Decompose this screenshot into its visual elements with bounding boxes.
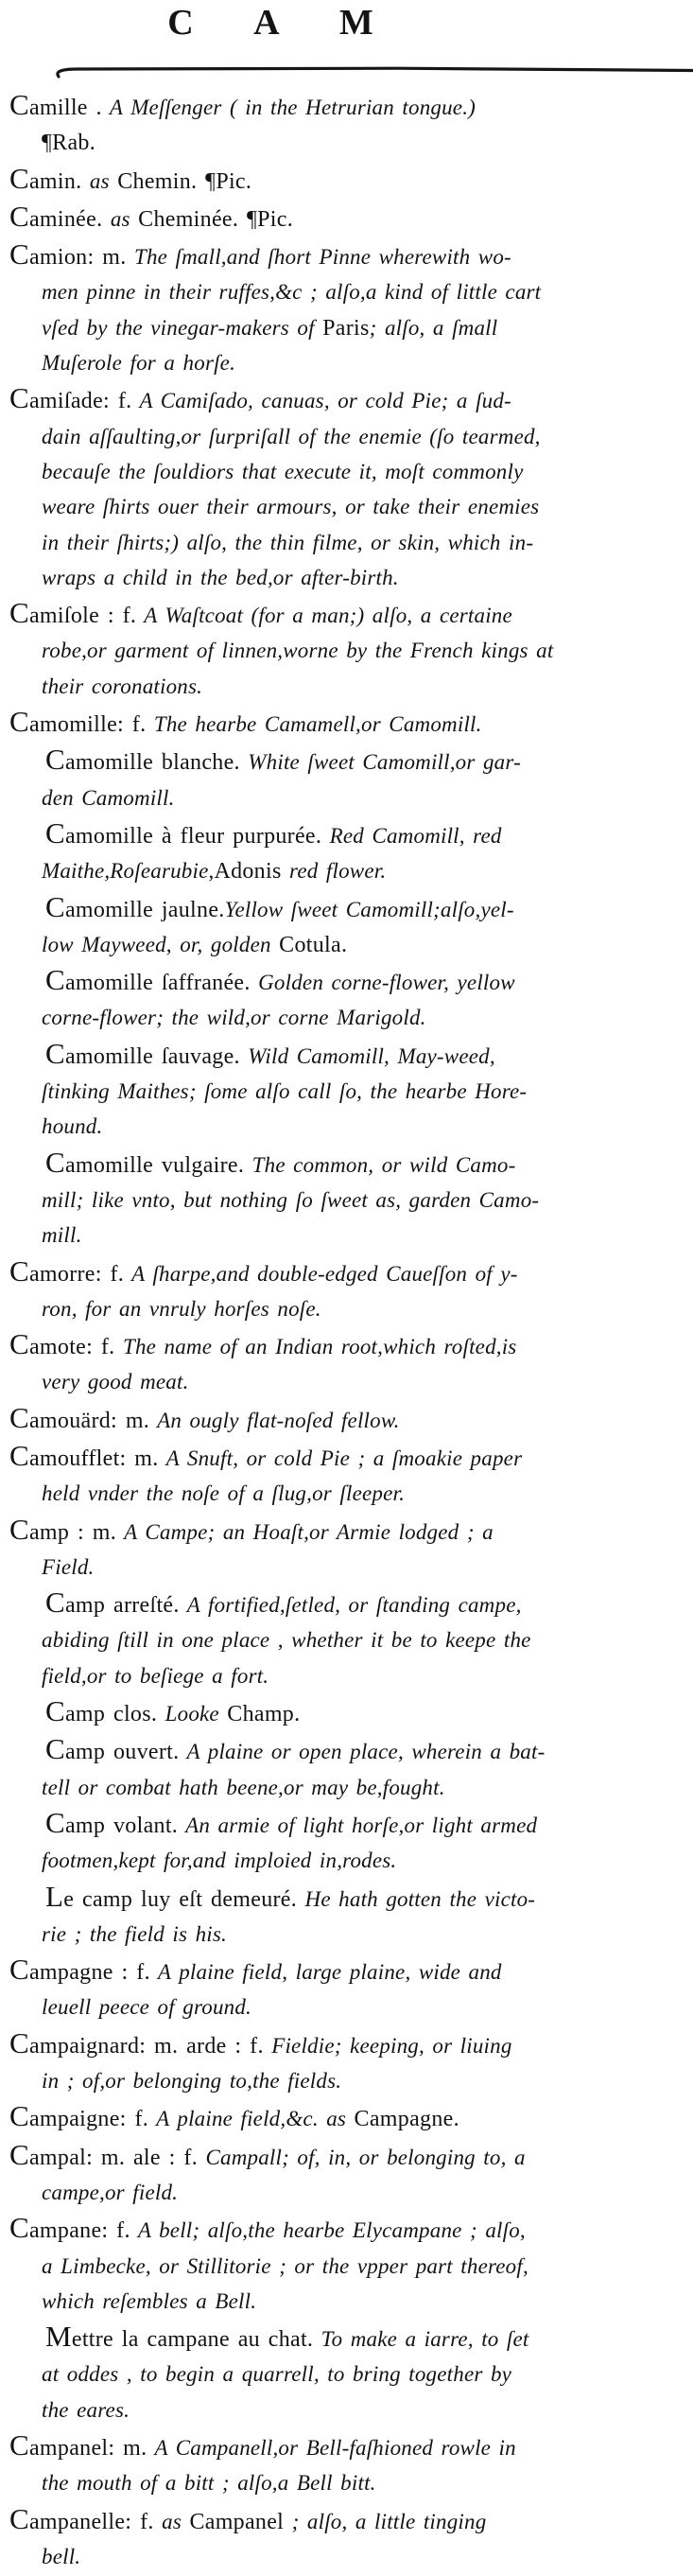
text-line (9, 1695, 690, 1733)
text-line (9, 562, 690, 597)
definition-text: A Campe; an Hoaſt,or Armie lodged ; a (116, 1519, 494, 1544)
definition-text: Golden corne-flower, yellow (250, 971, 515, 995)
headword-text: Camomille jaulne. (45, 889, 225, 923)
dictionary-entry (9, 1881, 690, 1954)
text-line (9, 1402, 690, 1440)
dictionary-entry (9, 744, 690, 817)
definition-text: Muſerole for a horſe. (42, 351, 236, 376)
definition-text: their coronations. (42, 674, 203, 698)
definition-text: robe,or garment of linnen,worne by the French kings at (42, 639, 554, 663)
headword-text: Camoufflet: m. (9, 1438, 159, 1472)
definition-text: A plaine field, large plaine, wide and (149, 1960, 502, 1985)
definition-text: Campall; of, in, or belonging to, a (198, 2145, 526, 2169)
headword-text: Camomille ſaffranée. (45, 963, 251, 997)
roman-text: Cotula. (279, 932, 348, 957)
text-line (9, 1514, 690, 1551)
headword-text: Camp ouvert. (45, 1732, 180, 1766)
text-line (9, 201, 690, 238)
text-line (9, 1293, 690, 1328)
roman-text: Adonis (214, 859, 282, 885)
definition-text: footmen,kept for,and imploied in,rodes. (42, 1849, 397, 1873)
dictionary-entry (9, 1695, 690, 1733)
definition-text: men pinne in their ruffes,&c ; alſo,a kind of little cart (42, 280, 542, 305)
definition-text: den Camomill. (42, 785, 175, 810)
definition-text: hound. (42, 1114, 103, 1139)
definition-text: mill. (42, 1223, 82, 1248)
definition-text: rie ; the field is his. (42, 1921, 227, 1946)
header-rule (0, 64, 693, 81)
definition-text: corne-flower; the wild,or corne Marigold. (42, 1006, 426, 1030)
dictionary-entries (9, 89, 690, 2576)
text-line (9, 2139, 690, 2177)
text-line (9, 1002, 690, 1037)
headword-text: Caminée. (9, 199, 103, 233)
definition-text: in their ſhirts;) alſo, the thin filme, or skin, which in- (42, 530, 534, 554)
text-line (9, 2177, 690, 2212)
definition-text: red flower. (281, 859, 387, 884)
text-line (9, 382, 690, 420)
headword-text: Campal: m. ale : f. (9, 2137, 198, 2171)
text-line (9, 127, 690, 162)
text-line (9, 1624, 690, 1659)
definition-text: A bell; alſo,the hearbe Elycampane ; alſo, (130, 2218, 526, 2243)
definition-text: Yellow ſweet Camomill;alſo,yel- (224, 897, 514, 921)
definition-text: A Campanell,or Bell-faſhioned rowle in (147, 2436, 516, 2460)
headword-text: Camion: m. (9, 237, 127, 272)
dictionary-entry (9, 89, 690, 163)
dictionary-entry (9, 597, 690, 706)
headword-text: Camouärd: m. (9, 1400, 150, 1434)
text-line (9, 1551, 690, 1586)
dictionary-entry (9, 382, 690, 597)
roman-text: Campanel (189, 2509, 285, 2534)
text-line (9, 1807, 690, 1845)
text-line (9, 2027, 690, 2065)
text-line (9, 2503, 690, 2541)
definition-text: Fieldie; keeping, or liuing (263, 2033, 512, 2058)
text-line (9, 671, 690, 706)
headword-text: Camille . (9, 88, 102, 121)
text-line (9, 635, 690, 670)
headword-text: Camomille ſauvage. (45, 1036, 240, 1070)
dictionary-entry (9, 2503, 690, 2576)
definition-text: field,or to beſiege a fort. (42, 1663, 269, 1688)
text-line (9, 1366, 690, 1401)
definition-text: as (153, 2509, 190, 2533)
definition-text: as (81, 168, 118, 193)
text-line (9, 2286, 690, 2321)
text-line (9, 891, 690, 929)
headword-text: Camp arreſté. (45, 1586, 180, 1620)
definition-text: A Meſſenger ( in the Hetrurian tongue.) (101, 96, 476, 119)
text-line (9, 1147, 690, 1184)
text-line (9, 2541, 690, 2576)
text-line (9, 2358, 690, 2393)
dictionary-entry (9, 1733, 690, 1807)
dictionary-entry (9, 1147, 690, 1255)
dictionary-entry (9, 1440, 690, 1514)
text-line (9, 1772, 690, 1807)
text-line (9, 2429, 690, 2467)
definition-text: The hearbe Camamell,or Camomill. (146, 712, 482, 737)
definition-text: White ſweet Camomill,or gar- (239, 750, 521, 775)
dictionary-entry (9, 2321, 690, 2429)
definition-text: A plaine or open place, wherein a bat- (179, 1740, 546, 1764)
text-line (9, 1845, 690, 1880)
text-line (9, 163, 690, 201)
dictionary-entry (9, 2100, 690, 2138)
definition-text: campe,or field. (42, 2180, 179, 2204)
headword-text: Camote: f. (9, 1327, 115, 1361)
headword-text: Campaigne: f. (9, 2099, 149, 2133)
definition-text: becauſe the ſouldiors that execute it, moſt commonly (42, 459, 524, 483)
roman-text: Chemin. ¶Pic. (117, 168, 252, 194)
definition-text: An ougly flat-noſed fellow. (149, 1408, 400, 1432)
headword-text: Camomille blanche. (45, 743, 240, 777)
definition-text: ſtinking Maithes; ſome alſo call ſo, the hearbe Hore- (42, 1079, 528, 1104)
definition-text: dain aſſaulting,or ſurpriſall of the enemie (ſo tearmed, (42, 424, 541, 448)
roman-text: Campagne. (354, 2107, 459, 2132)
headword-text: Campaignard: m. arde : f. (9, 2025, 264, 2059)
text-line (9, 1184, 690, 1219)
definition-text: leuell peece of ground. (42, 1995, 252, 2020)
definition-text: vſed by the vinegar-makers of (42, 315, 323, 340)
headword-text: Mettre la campane au chat. (45, 2320, 314, 2354)
text-line (9, 276, 690, 311)
definition-text: A Snuft, or cold Pie ; a ſmoakie paper (158, 1446, 523, 1470)
definition-text: Red Camomill, red (321, 823, 502, 848)
dictionary-entry (9, 1807, 690, 1881)
definition-text: He hath gotten the victo- (297, 1886, 536, 1911)
definition-text: Looke (157, 1702, 228, 1726)
text-line (9, 1586, 690, 1624)
headword-text: Le camp luy eſt demeuré. (45, 1879, 298, 1913)
headword-text: Camp volant. (45, 1805, 179, 1839)
dictionary-entry (9, 1402, 690, 1440)
roman-text: ¶Rab. (42, 131, 96, 156)
definition-text: wraps a child in the bed,or after-birth. (42, 565, 399, 589)
text-line (9, 855, 690, 890)
definition-text: ron, for an vnruly horſes noſe. (42, 1296, 321, 1321)
text-line (9, 238, 690, 276)
dictionary-entry (9, 1328, 690, 1402)
dictionary-entry (9, 1586, 690, 1695)
text-line (9, 2394, 690, 2429)
headword-text: Camin. (9, 161, 82, 195)
definition-text: as (102, 206, 139, 231)
dictionary-entry (9, 1255, 690, 1329)
headword-text: Camiſade: f. (9, 381, 132, 415)
text-line (9, 706, 690, 744)
text-line (9, 2212, 690, 2250)
roman-text: Champ. (227, 1702, 301, 1727)
definition-text: in ; of,or belonging to,the fields. (42, 2069, 342, 2094)
definition-text: The ſmall,and ſhort Pinne wherewith wo- (126, 245, 511, 270)
text-line (9, 312, 690, 347)
text-line (9, 2100, 690, 2138)
text-line (9, 421, 690, 456)
definition-text: A ſharpe,and double-edged Caueſſon of y- (124, 1261, 518, 1286)
text-line (9, 1076, 690, 1111)
headword-text: Campanelle: f. (9, 2501, 154, 2535)
definition-text: a Limbecke, or Stillitorie ; or the vpper part thereof, (42, 2253, 528, 2278)
text-line (9, 1111, 690, 1146)
headword-text: Camomille vulgaire. (45, 1145, 245, 1179)
text-line (9, 817, 690, 855)
text-line (9, 347, 690, 382)
definition-text: abiding ſtill in one place , whether it be to keepe the (42, 1628, 531, 1653)
text-line (9, 456, 690, 491)
text-line (9, 2321, 690, 2358)
dictionary-entry (9, 201, 690, 238)
text-line (9, 2467, 690, 2502)
headword-text: Camomille: f. (9, 705, 147, 739)
definition-text: The name of an Indian root,which roſted,is (114, 1335, 517, 1359)
definition-text: A Camiſado, canuas, or cold Pie; a ſud- (131, 389, 511, 413)
headword-text: Campane: f. (9, 2211, 130, 2245)
dictionary-entry (9, 1514, 690, 1587)
dictionary-entry (9, 163, 690, 201)
text-line (9, 1991, 690, 2026)
text-line (9, 744, 690, 781)
definition-text: The common, or wild Camo- (244, 1152, 516, 1177)
definition-text: which reſembles a Bell. (42, 2288, 257, 2313)
definition-text: held vnder the noſe of a ſlug,or ſleeper. (42, 1481, 406, 1506)
dictionary-entry (9, 2212, 690, 2321)
text-line (9, 1219, 690, 1254)
definition-text: the eares. (42, 2397, 130, 2422)
text-line (9, 1919, 690, 1954)
definition-text: weare ſhirts ouer their armours, or take their enemies (42, 495, 540, 519)
definition-text: at oddes , to begin a quarrell, to bring together by (42, 2362, 512, 2387)
headword-text: Camiſole : f. (9, 596, 137, 630)
dictionary-entry (9, 1954, 690, 2027)
text-line (9, 2251, 690, 2286)
definition-text: Maithe,Roſearubie, (42, 859, 215, 884)
text-line (9, 491, 690, 526)
text-line (9, 1954, 690, 1991)
text-line (9, 1328, 690, 1366)
text-line (9, 782, 690, 817)
definition-text: the mouth of a bitt ; alſo,a Bell bitt. (42, 2471, 376, 2496)
dictionary-entry (9, 817, 690, 891)
text-line (9, 1440, 690, 1478)
text-line (9, 1478, 690, 1513)
definition-text: ; alſo, a ſmall (369, 315, 498, 340)
text-line (9, 929, 690, 964)
text-line (9, 1255, 690, 1293)
definition-text: A Waſtcoat (for a man;) alſo, a certaine (136, 604, 512, 628)
headword-text: Camp clos. (45, 1694, 158, 1728)
definition-text: Field. (42, 1554, 95, 1579)
definition-text: Wild Camomill, May-weed, (239, 1043, 495, 1068)
headword-text: Camorre: f. (9, 1253, 125, 1288)
text-line (9, 964, 690, 1002)
definition-text: ; alſo, a little tinging (284, 2509, 487, 2533)
text-line (9, 1660, 690, 1695)
dictionary-entry (9, 891, 690, 965)
dictionary-entry (9, 2429, 690, 2503)
definition-text: bell. (42, 2544, 81, 2568)
page-running-head: C A M (167, 3, 400, 43)
headword-text: Campanel: m. (9, 2428, 147, 2462)
definition-text: A plaine field,&c. as (148, 2107, 355, 2131)
roman-text: Paris (322, 315, 370, 341)
dictionary-entry (9, 238, 690, 382)
text-line (9, 2065, 690, 2100)
definition-text: mill; like vnto, but nothing ſo ſweet as, garden Camo- (42, 1187, 540, 1212)
dictionary-entry (9, 2027, 690, 2101)
definition-text: An armie of light horſe,or light armed (178, 1813, 538, 1837)
headword-text: Campagne : f. (9, 1953, 150, 1987)
text-line (9, 597, 690, 635)
text-line (9, 89, 690, 127)
dictionary-entry (9, 706, 690, 744)
dictionary-entry (9, 964, 690, 1038)
headword-text: Camp : m. (9, 1512, 117, 1546)
headword-text: Camomille à fleur purpurée. (45, 815, 322, 850)
roman-text: Cheminée. ¶Pic. (138, 206, 293, 232)
dictionary-entry (9, 1038, 690, 1147)
definition-text: To make a iarre, to ſet (313, 2327, 529, 2352)
definition-text: tell or combat hath beene,or may be,fought. (42, 1775, 445, 1799)
text-line (9, 1038, 690, 1076)
text-line (9, 1881, 690, 1919)
definition-text: very good meat. (42, 1370, 189, 1394)
definition-text: A fortified,ſetled, or ſtanding campe, (179, 1593, 522, 1618)
definition-text: low Mayweed, or, golden (42, 932, 280, 956)
text-line (9, 1733, 690, 1771)
text-line (9, 527, 690, 562)
dictionary-entry (9, 2139, 690, 2213)
